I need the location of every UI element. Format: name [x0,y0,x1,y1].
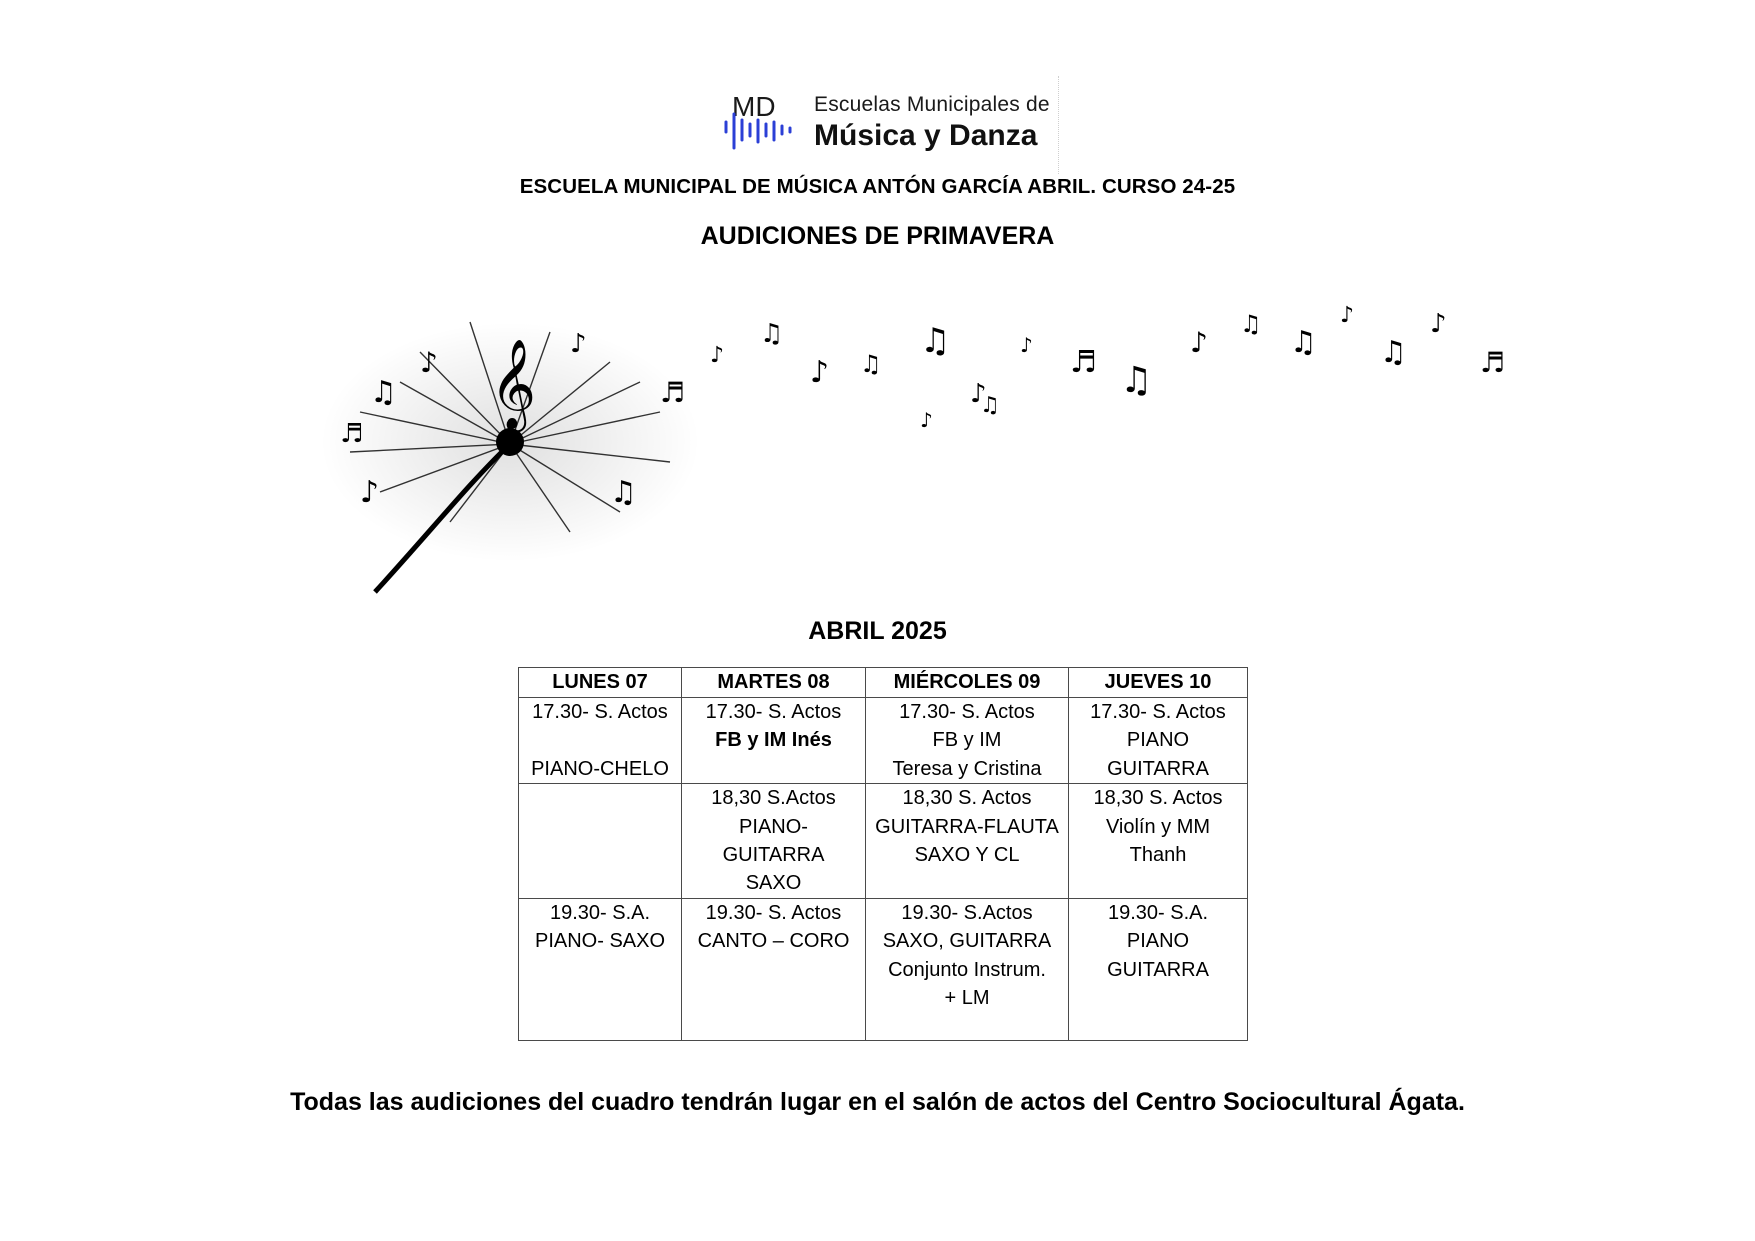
cell-line: 17.30- S. Actos [532,701,668,723]
logo-text [814,94,1050,151]
cell-line: GUITARRA [722,844,825,867]
day-header: MIÉRCOLES 09 [866,668,1069,698]
schedule-cell [519,898,682,1040]
svg-text:♫: ♫ [1290,325,1317,360]
cell-line: PIANO [1126,930,1190,953]
svg-text:♬: ♬ [660,376,686,409]
schedule-cell [519,784,682,899]
md-logo-icon [722,90,794,152]
schedule-cell [1069,898,1248,1040]
svg-text:♪: ♪ [970,379,987,409]
cell-line: 19.30- S.A. [549,901,651,924]
cell-line: 18,30 S. Actos [1093,787,1223,810]
svg-text:♪: ♪ [570,329,587,359]
cell-line: 19.30- S.Actos [901,901,1033,924]
svg-text:♬: ♬ [1480,346,1506,379]
cell-line: + LM [944,987,990,1010]
svg-text:♫: ♫ [760,319,784,349]
svg-text:♫: ♫ [920,321,951,361]
svg-text:♫: ♫ [1240,310,1262,338]
svg-text:♪: ♪ [920,408,933,432]
cell-line: FB y IM [932,729,1002,752]
cell-line: PIANO-CHELO [531,757,669,780]
cell-line: PIANO- [739,815,808,838]
table-header-row [519,668,1248,698]
svg-text:♪: ♪ [360,475,380,510]
school-name: ESCUELA MUNICIPAL DE MÚSICA ANTÓN GARCÍA ABRIL. CURSO 24-25 [519,175,1236,198]
school-logo [722,88,1062,170]
svg-text:𝄞: 𝄞 [490,339,537,429]
svg-text:♫: ♫ [1380,335,1407,370]
svg-text:♬: ♬ [340,419,364,449]
table-row [519,698,1248,784]
schedule-cell [519,698,682,784]
cell-line: 18,30 S. Actos [902,787,1032,810]
svg-text:♫: ♫ [370,375,397,410]
schedule-cell [682,698,866,784]
svg-text:♫: ♫ [1120,360,1153,401]
cell-line: Thanh [1129,844,1187,867]
svg-text:♫: ♫ [980,393,1000,418]
cell-line: 19.30- S. Actos [705,901,842,924]
schedule-cell [866,898,1069,1040]
cell-line: PIANO- SAXO [534,930,666,953]
schedule-table [518,667,1248,1041]
svg-text:♪: ♪ [1190,326,1208,359]
svg-text:♪: ♪ [810,355,830,390]
logo-line-1: Escuelas Municipales de [814,93,1050,116]
cell-line: Violín y MM [1105,815,1211,838]
cell-line: SAXO [745,872,802,895]
svg-text:♬: ♬ [1070,345,1097,380]
dandelion-music-notes-illustration [320,292,1540,597]
day-header: MARTES 08 [682,668,866,698]
cell-line: GUITARRA [1107,757,1209,780]
cell-line: Teresa y Cristina [892,757,1042,780]
schedule-cell [866,698,1069,784]
svg-text:♫: ♫ [860,350,882,378]
table-row [519,784,1248,899]
cell-line: 19.30- S.A. [1107,901,1209,924]
cell-line: FB y IM Inés [715,729,832,752]
svg-text:♪: ♪ [1430,309,1447,339]
svg-text:♪: ♪ [710,343,725,368]
cell-line: GUITARRA [1107,958,1209,981]
logo-line-2: Música y Danza [814,119,1038,152]
cell-line: 17.30- S. Actos [899,701,1035,723]
divider [1058,76,1060,174]
table-row [519,898,1248,1040]
schedule-cell [1069,698,1248,784]
cell-line [519,726,681,754]
day-header: LUNES 07 [519,668,682,698]
schedule-cell [682,784,866,899]
logo-initials: MD [732,91,776,122]
day-header: JUEVES 10 [1069,668,1248,698]
cell-line: SAXO Y CL [914,844,1020,867]
cell-line: Conjunto Instrum. [888,958,1046,981]
cell-line: PIANO [1126,729,1190,752]
cell-line: 17.30- S. Actos [1090,701,1226,723]
schedule-cell [866,784,1069,899]
dandelion-seedhead [320,322,700,592]
venue-note: Todas las audiciones del cuadro tendrán lugar en el salón de actos del Centro Sociocultural Ágata. [290,1088,1465,1116]
cell-line: CANTO – CORO [697,930,850,953]
cell-line: GUITARRA-FLAUTA [875,815,1059,838]
cell-line: SAXO, GUITARRA [882,930,1052,953]
svg-text:♪: ♪ [1020,333,1033,357]
cell-line: 17.30- S. Actos [705,701,842,723]
page-title: AUDICIONES DE PRIMAVERA [700,222,1055,250]
schedule-cell [682,898,866,1040]
cell-line: 18,30 S.Actos [711,787,836,810]
svg-text:♪: ♪ [1340,303,1355,328]
schedule-cell [1069,784,1248,899]
svg-text:♪: ♪ [420,346,438,379]
svg-text:♫: ♫ [610,475,637,510]
month-heading: ABRIL 2025 [808,617,947,645]
